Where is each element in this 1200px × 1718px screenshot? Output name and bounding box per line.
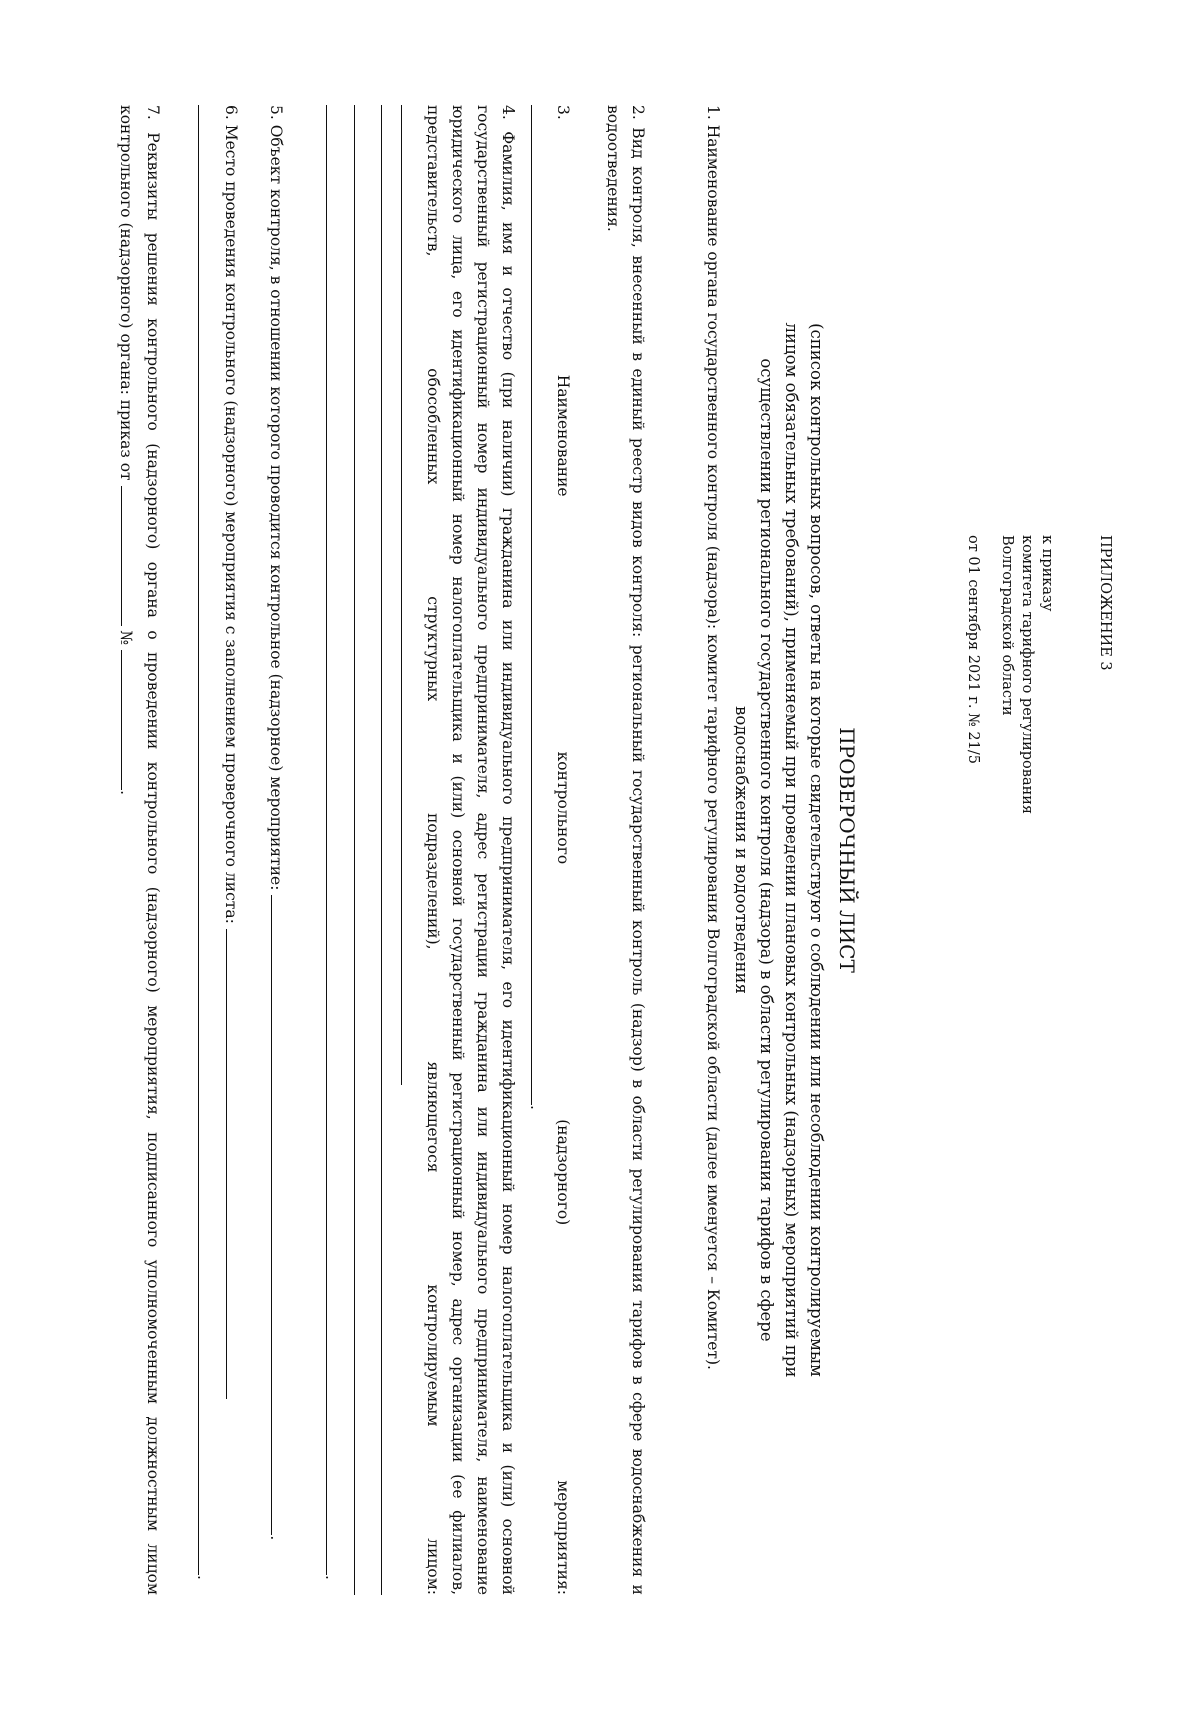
- item-2-control-type: 2. Вид контроля, внесенный в единый реестр видов контроля: региональный государственный контроль (надзор) в области регулирования тарифов в сфере водоснабжения и водоотведения.: [604, 105, 647, 1595]
- rotated-form-sheet: [85, 95, 1125, 1605]
- appendix-number: ПРИЛОЖЕНИЕ 3: [1097, 535, 1113, 671]
- item-4-blank-field[interactable]: [401, 105, 420, 1085]
- item-7-requisites: [113, 105, 165, 1595]
- item-5-object: [263, 105, 290, 1595]
- document-title: ПРОВЕРОЧНЫЙ ЛИСТ: [835, 727, 859, 973]
- item-4-period: .: [322, 1575, 340, 1580]
- item-7-date-field[interactable]: [121, 486, 140, 626]
- item-6-label: 6. Место проведения контрольного (надзорного) мероприятия с заполнением проверочного листа:: [222, 105, 240, 924]
- item-7-number-sign: №: [117, 630, 135, 646]
- item-7-period: .: [117, 790, 135, 796]
- document-subtitle: (список контрольных вопросов, ответы на которые свидетельствуют о соблюдении или несоблюдении контролируемым лицом обязательных требований), применяемый при проведении плановых контрольных (надзорных) мероприятий при осуществлении регионального государственного контроля (надзора) в области регулирования тарифов в сфере водоснабжения и водоотведения: [732, 322, 826, 1378]
- order-label: к приказу: [1039, 535, 1055, 612]
- item-6-period: .: [194, 1575, 212, 1580]
- item-7-number-field[interactable]: [121, 650, 140, 790]
- item-6-blank-field[interactable]: [226, 929, 245, 1399]
- region-name: Волгоградской области: [999, 535, 1015, 716]
- item-7-label: 7. Реквизиты решения контрольного (надзорного) органа о проведении контрольного (надзорного) мероприятия, подписанного уполномоченным должностным лицом контрольного (надзорного) органа: приказ от: [117, 105, 162, 1595]
- item-5-period: .: [267, 1535, 285, 1541]
- item-4-controlled-person: [393, 105, 520, 1595]
- appendix-header: [963, 535, 1115, 1095]
- item-4-blank-line-2[interactable]: [381, 105, 382, 1595]
- item-5-blank-field[interactable]: [271, 895, 290, 1535]
- committee-name: комитета тарифного регулирования: [1019, 535, 1035, 815]
- item-4-blank-line-3[interactable]: [354, 105, 355, 1595]
- item-3-label: 3. Наименование контрольного (надзорного) мероприятия:: [554, 105, 572, 1595]
- item-4-end: [318, 105, 345, 1595]
- item-4-blank-line-4[interactable]: [326, 105, 345, 1575]
- order-reference: от 01 сентября 2021 г. № 21/5: [965, 535, 981, 764]
- item-3-event-name: [523, 105, 575, 1595]
- item-3-period: .: [527, 1105, 545, 1110]
- item-1-control-body: 1. Наименование органа государственного контроля (надзора): комитет тарифного регулирования Волгоградской области (далее именуется – Комитет).: [704, 105, 722, 1370]
- item-3-blank-field[interactable]: [531, 105, 550, 1105]
- item-4-label: 4. Фамилия, имя и отчество (при наличии) гражданина или индивидуального предпринимателя, его идентификационный номер налогоплательщика и (или) основной государственный регистрационный номер индивидуального предпринимателя, адрес регистрации гражданина или индивидуального предпринимателя, наименование юридического лица, его идентификационный номер налогоплательщика и (или) основной государственный регистрационный номер, адрес организации (ее филиалов, представительств, обособленных структурных подразделений), являющегося контролируемым лицом:: [424, 105, 517, 1595]
- item-6-blank-line-2[interactable]: [198, 105, 217, 1575]
- item-5-label: 5. Объект контроля, в отношении которого проводится контрольное (надзорное) мероприятие:: [267, 105, 285, 891]
- item-6-end: [190, 105, 217, 1595]
- item-6-place: [218, 105, 245, 1595]
